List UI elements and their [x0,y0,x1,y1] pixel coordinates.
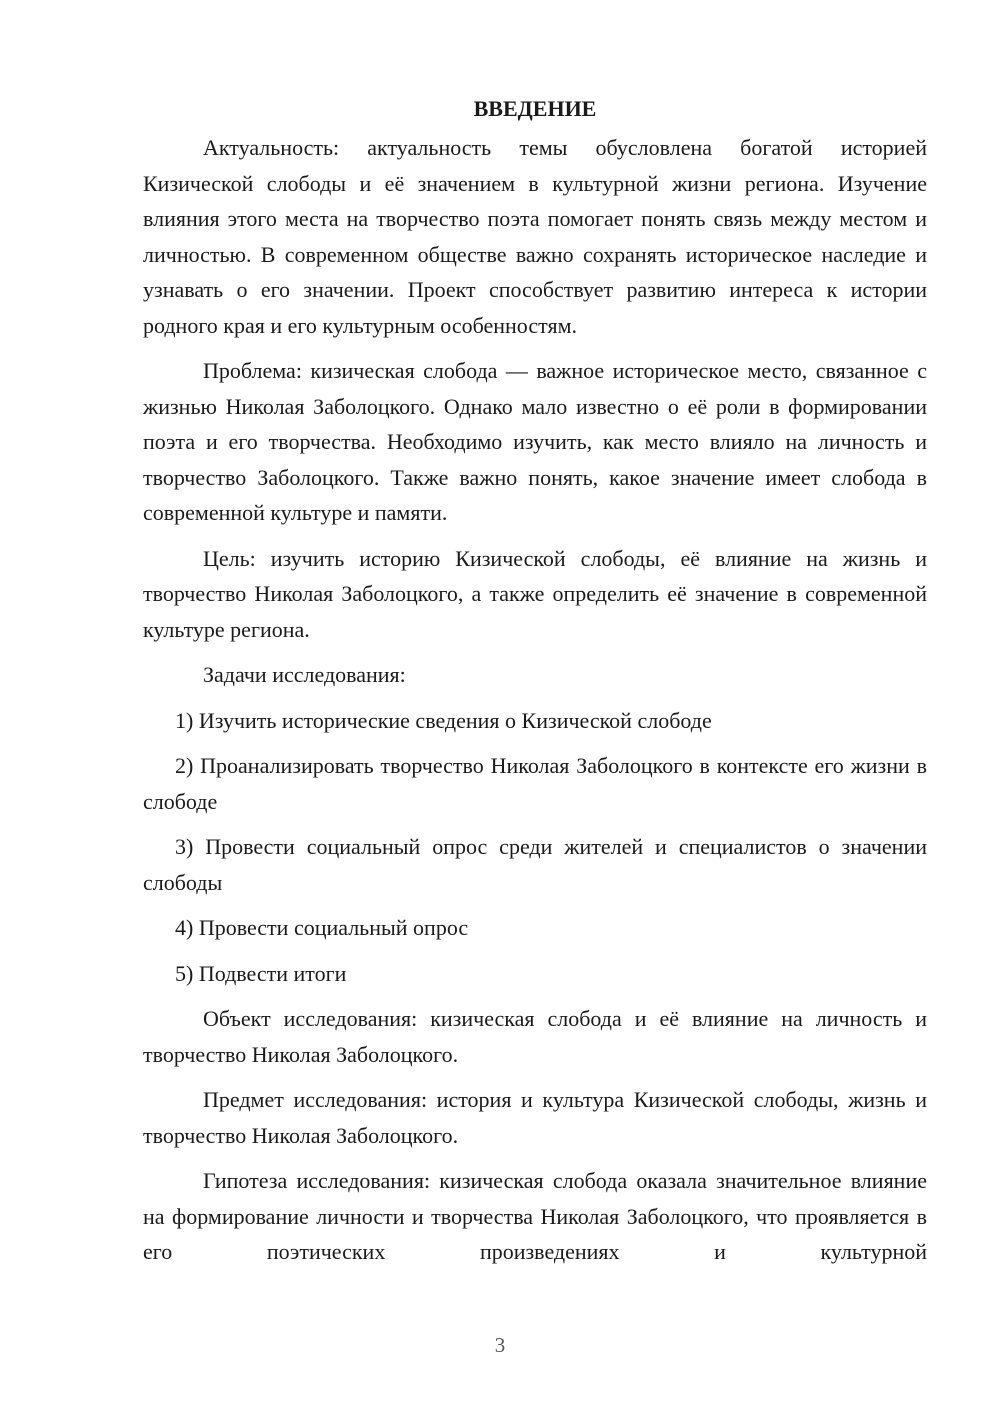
tasks-heading: Задачи исследования: [203,662,406,687]
paragraph-hypothesis: Гипотеза исследования: кизическая слобода оказала значительное влияние на формирование личности и творчества Николая Заболоцкого, что проявляется в его поэтических произведениях и культурной [143,1168,927,1264]
paragraph-subject: Предмет исследования: история и культура Кизической слободы, жизнь и творчество Николая Заболоцкого. [143,1087,927,1148]
page-title: ВВЕДЕНИЕ [473,96,597,121]
task-item-4: 4) Провести социальный опрос [175,915,469,940]
task-item-1: 1) Изучить исторические сведения о Кизической слободе [175,707,712,733]
task-item-3: 3) Провести социальный опрос среди жителей и специалистов о значении слободы [143,834,927,895]
document-page [143,94,927,1280]
paragraph-problem: Проблема: кизическая слобода — важное историческое место, связанное с жизнью Николая Заболоцкого. Однако мало известно о её роли в формировании поэта и его творчества. Необходимо изучить, как место влияло на личность и творчество Заболоцкого. Также важно понять, какое значение имеет слобода в современной культуре и памяти. [143,358,927,525]
paragraph-goal: Цель: изучить историю Кизической слободы, её влияние на жизнь и творчество Николая Заболоцкого, а также определить её значение в современной культуре региона. [143,545,927,642]
paragraph-relevance: Актуальность: актуальность темы обусловлена богатой историей Кизической слободы и её значением в культурной жизни региона. Изучение влияния этого места на творчество поэта помогает понять связь между местом и личностью. В современном обществе важно сохранять историческое наследие и узнавать о его значении. Проект способствует развитию интереса к истории родного края и его культурным особенностям. [143,135,927,338]
page-number: 3 [494,1333,506,1357]
paragraph-object: Объект исследования: кизическая слобода и её влияние на личность и творчество Николая Заболоцкого. [143,1006,927,1067]
task-item-5: 5) Подвести итоги [175,960,347,986]
task-item-2: 2) Проанализировать творчество Николая Заболоцкого в контексте его жизни в слободе [143,753,927,814]
